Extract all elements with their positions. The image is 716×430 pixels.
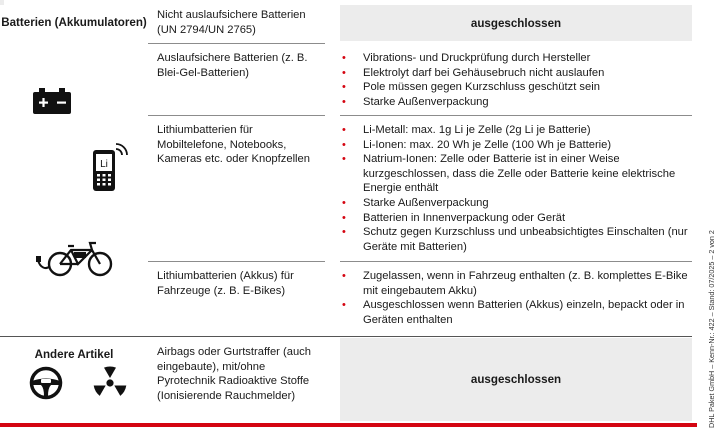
list-item: • Natrium-Ionen: Zelle oder Batterie ist in einer Weise kurzgeschlossen, dass die Zelle oder Batterie keine elektrische Energie enthält: [340, 152, 692, 196]
list-item: • Batterien in Innenverpackung oder Gerät: [340, 211, 692, 226]
row-divider: [148, 261, 325, 262]
list-item: • Li-Ionen: max. 20 Wh je Zelle (100 Wh je Batterie): [340, 138, 692, 153]
category-title-other: Andere Artikel: [34, 348, 114, 361]
e-bike-icon: [36, 240, 116, 278]
row-5-status: ausgeschlossen: [340, 338, 692, 421]
row-4-requirements: [340, 269, 692, 327]
list-item: • Vibrations- und Druckprüfung durch Hersteller: [340, 51, 692, 66]
mobile-phone-icon: [92, 143, 128, 193]
row-2-item: Auslaufsichere Batterien (z. B. Blei-Gel-Batterien): [157, 52, 308, 79]
row-2-requirements: [340, 51, 692, 109]
header-strip: [0, 0, 4, 5]
list-item: • Zugelassen, wenn in Fahrzeug enthalten (z. B. komplettes E-Bike mit eingebautem Akku): [340, 269, 692, 298]
list-item: • Ausgeschlossen wenn Batterien (Akkus) einzeln, bepackt oder in Geräten enthalten: [340, 298, 692, 327]
battery-icon: [33, 88, 71, 114]
list-item: • Schutz gegen Kurzschluss und unbeabsichtigtes Einschalten (nur Geräte mit Batterien): [340, 225, 692, 254]
row-4-item: Lithiumbatterien (Akkus) für Fahrzeuge (z. B. E-Bikes): [157, 270, 294, 297]
row-divider: [148, 43, 325, 44]
side-note: DHL Paket GmbH – Kenn-Nr.: 422 – Stand: 07/2025 – 2 von 2: [707, 230, 716, 428]
row-3-item: Lithiumbatterien für Mobiltelefone, Notebooks, Kameras etc. oder Knopfzellen: [157, 124, 310, 166]
row-divider: [148, 115, 325, 116]
list-item: • Pole müssen gegen Kurzschluss geschützt sein: [340, 80, 692, 95]
list-item: • Li-Metall: max. 1g Li je Zelle (2g Li je Batterie): [340, 123, 692, 138]
phone-label: Li: [100, 159, 108, 170]
row-5-item: Airbags oder Gurtstraffer (auch eingebaute), mit/ohne Pyrotechnik Radioaktive Stoffe (Ionisierende Rauchmelder): [157, 346, 312, 402]
list-item: • Starke Außenverpackung: [340, 95, 692, 110]
row-3-requirements: [340, 123, 692, 254]
row-divider: [340, 261, 692, 262]
list-item: • Elektrolyt darf bei Gehäusebruch nicht auslaufen: [340, 66, 692, 81]
list-item: • Starke Außenverpackung: [340, 196, 692, 211]
category-title-batteries: Batterien (Akkumulatoren): [1, 16, 147, 29]
footer-accent-bar: [0, 423, 697, 427]
radiation-icon: [91, 365, 129, 401]
row-1-item: Nicht auslaufsichere Batterien (UN 2794/UN 2765): [157, 9, 306, 36]
row-divider: [340, 115, 692, 116]
steering-wheel-icon: [29, 366, 63, 400]
row-1-status: ausgeschlossen: [340, 5, 692, 41]
category-divider: [0, 336, 692, 337]
